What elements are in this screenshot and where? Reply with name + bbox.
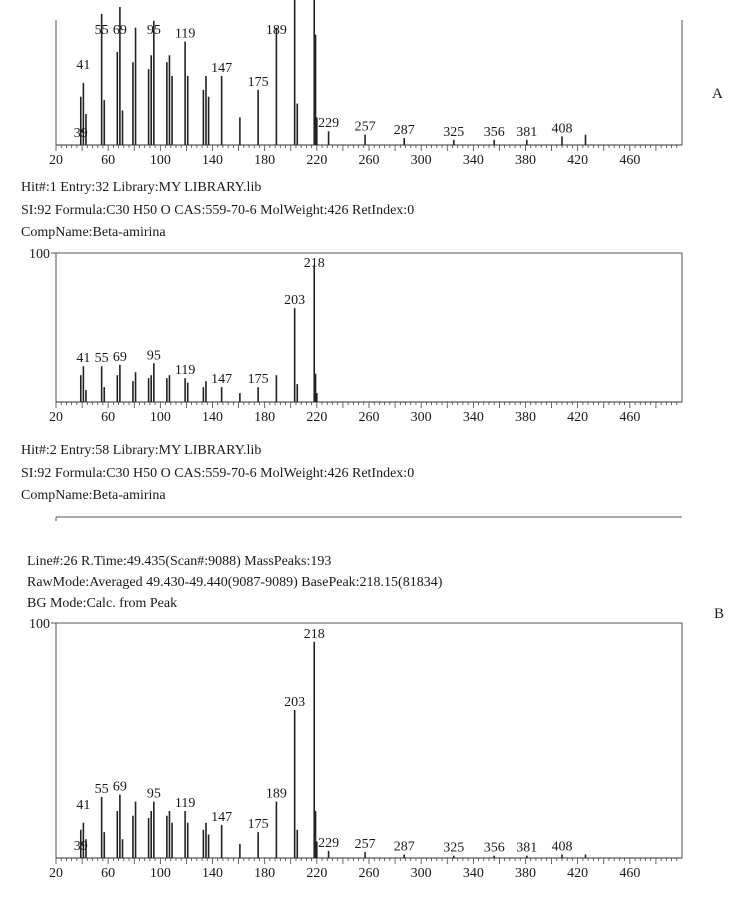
x-tick-label: 340 [462, 866, 484, 881]
panel-label-b: B [714, 606, 725, 622]
peak-label: 55 [94, 23, 109, 38]
peak-label: 55 [94, 781, 109, 797]
hit2-compname: CompName:Beta-amirina [21, 488, 166, 503]
x-tick-label: 260 [358, 410, 380, 425]
x-tick-label: 420 [567, 410, 589, 425]
x-tick-label: 220 [306, 410, 328, 425]
x-tick-label: 260 [358, 866, 380, 881]
peak-label: 325 [443, 124, 465, 140]
x-tick-label: 220 [306, 153, 328, 168]
peak-label: 381 [516, 124, 538, 140]
x-tick-label: 140 [202, 410, 223, 425]
x-tick-label: 340 [462, 153, 484, 168]
x-tick-label: 220 [306, 866, 328, 881]
peak-label: 257 [354, 119, 376, 135]
peak-label: 408 [551, 121, 573, 137]
x-tick-label: 100 [149, 866, 171, 881]
peak-label: 147 [211, 810, 233, 826]
x-tick-label: 340 [462, 410, 484, 425]
x-tick-label: 260 [358, 153, 380, 168]
peak-label: 69 [112, 779, 127, 795]
peak-label: 119 [174, 363, 196, 379]
peak-label: 147 [211, 61, 233, 76]
x-tick-label: 380 [515, 410, 536, 425]
peak-label: 39 [73, 126, 88, 141]
peak-label: 175 [247, 817, 269, 833]
hit1-formula-line: SI:92 Formula:C30 H50 O CAS:559-70-6 MolWeight:426 RetIndex:0 [21, 203, 415, 218]
hit1-entry-line: Hit#:1 Entry:32 Library:MY LIBRARY.lib [21, 180, 262, 195]
peak-label: 175 [247, 372, 269, 388]
sample-line-info: Line#:26 R.Time:49.435(Scan#:9088) MassPeaks:193 [27, 554, 332, 569]
peak-label: 287 [393, 839, 415, 855]
x-tick-label: 380 [515, 153, 536, 168]
x-tick-label: 420 [567, 866, 589, 881]
x-tick-label: 300 [410, 153, 432, 168]
peak-label: 325 [443, 840, 465, 856]
peak-label: 229 [318, 835, 340, 851]
x-tick-label: 100 [149, 410, 171, 425]
x-tick-label: 100 [149, 153, 171, 168]
x-tick-label: 460 [619, 153, 641, 168]
x-tick-label: 140 [202, 153, 223, 168]
peak-label: 189 [265, 23, 287, 38]
x-tick-label: 460 [619, 866, 641, 881]
peak-label: 119 [174, 26, 196, 42]
peak-label: 41 [76, 57, 91, 73]
y-tick-label: 100 [29, 617, 50, 632]
hit1-compname: CompName:Beta-amirina [21, 225, 166, 240]
peak-label: 203 [284, 694, 306, 710]
peak-label: 147 [211, 372, 233, 388]
peak-label: 41 [76, 797, 91, 813]
x-tick-label: 300 [410, 410, 432, 425]
peak-label: 218 [303, 626, 325, 642]
peak-label: 408 [551, 839, 573, 855]
hit2-entry-line: Hit#:2 Entry:58 Library:MY LIBRARY.lib [21, 443, 262, 458]
peak-label: 175 [247, 74, 269, 90]
peak-label: 95 [146, 348, 161, 364]
x-tick-label: 60 [101, 410, 116, 425]
peak-label: 39 [73, 839, 88, 854]
peak-label: 189 [265, 786, 287, 802]
peak-label: 356 [483, 840, 505, 856]
y-tick-label: 100 [29, 247, 50, 262]
peak-label: 95 [146, 23, 161, 38]
peak-label: 381 [516, 840, 538, 856]
peak-label: 119 [174, 796, 196, 811]
peak-label: 218 [303, 256, 325, 271]
x-tick-label: 60 [101, 153, 116, 168]
peak-label: 203 [284, 293, 306, 309]
x-tick-label: 180 [254, 410, 276, 425]
panel-label-a: A [712, 86, 723, 102]
peak-label: 95 [146, 786, 161, 802]
x-tick-label: 180 [254, 866, 276, 881]
sample-bgmode-info: BG Mode:Calc. from Peak [27, 596, 178, 611]
x-tick-label: 140 [202, 866, 223, 881]
peak-label: 229 [318, 116, 340, 132]
peak-label: 356 [483, 124, 505, 140]
x-tick-label: 300 [410, 866, 432, 881]
peak-label: 257 [354, 837, 376, 853]
x-tick-label: 380 [515, 866, 536, 881]
x-tick-label: 20 [49, 410, 63, 425]
peak-label: 55 [94, 351, 109, 367]
peak-label: 287 [393, 123, 415, 139]
x-tick-label: 420 [567, 153, 589, 168]
peak-label: 69 [112, 23, 127, 38]
x-tick-label: 20 [49, 153, 63, 168]
x-tick-label: 20 [49, 866, 63, 881]
x-tick-label: 60 [101, 866, 116, 881]
hit2-formula-line: SI:92 Formula:C30 H50 O CAS:559-70-6 MolWeight:426 RetIndex:0 [21, 466, 415, 481]
x-tick-label: 460 [619, 410, 641, 425]
peak-label: 41 [76, 351, 91, 367]
peak-label: 69 [112, 349, 127, 365]
sample-rawmode-info: RawMode:Averaged 49.430-49.440(9087-9089) BasePeak:218.15(81834) [27, 575, 443, 590]
x-tick-label: 180 [254, 153, 276, 168]
